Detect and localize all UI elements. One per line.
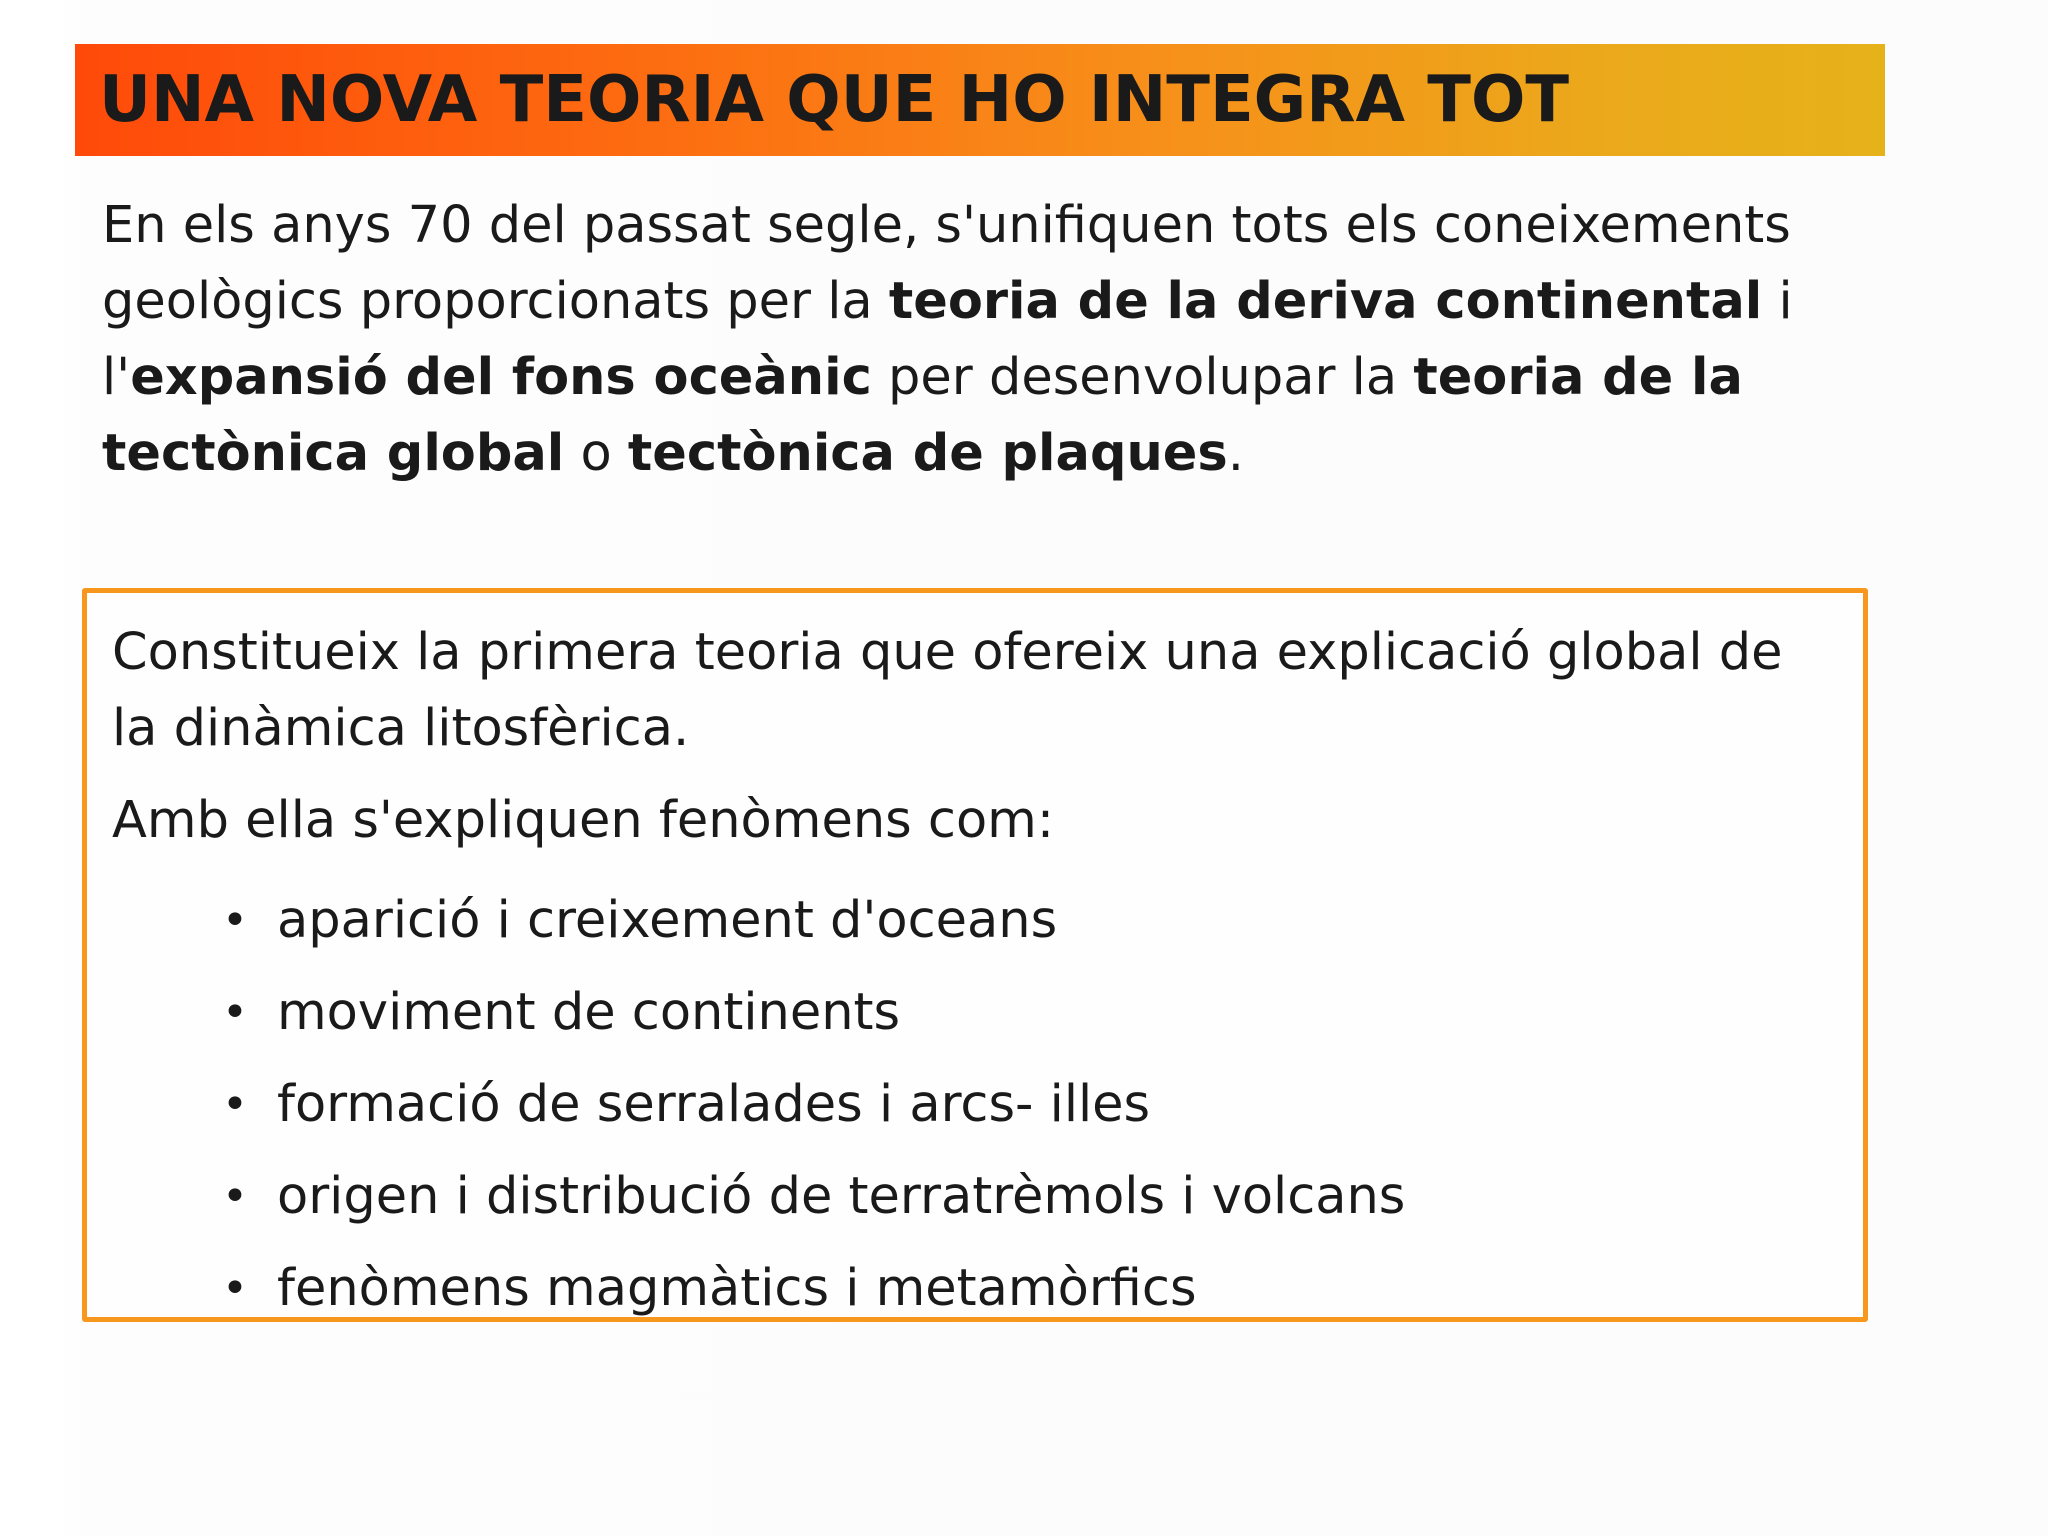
bullet-icon: • xyxy=(222,1171,248,1222)
bullet-icon: • xyxy=(222,895,248,946)
bullet-icon: • xyxy=(222,987,248,1038)
list-item-text: formació de serralades i arcs- illes xyxy=(277,1075,1151,1134)
title-bar xyxy=(75,44,1885,156)
intro-bold-expansio: expansió del fons oceànic xyxy=(130,348,872,407)
list-item-text: fenòmens magmàtics i metamòrfics xyxy=(277,1259,1197,1318)
box-paragraph-1: Constitueix la primera teoria que ofereix una explicació global de la dinàmica litosfèrica. xyxy=(112,623,1783,758)
intro-paragraph xyxy=(102,188,1862,492)
bullet-icon: • xyxy=(222,1263,248,1314)
intro-text-1: En els anys 70 del passat segle, s'unifiquen tots els coneixements geològics proporcionats per la xyxy=(102,196,1791,331)
slide-title: UNA NOVA TEORIA QUE HO INTEGRA TOT xyxy=(99,63,1569,137)
intro-text-3: per desenvolupar la xyxy=(871,348,1414,407)
highlight-box xyxy=(82,588,1868,1322)
intro-bold-tectonica-global: teoria de la tectònica global xyxy=(102,348,1743,483)
list-item-text: origen i distribució de terratrèmols i volcans xyxy=(277,1167,1406,1226)
intro-text-2: i l' xyxy=(102,272,1793,407)
intro-text-4: o xyxy=(564,424,628,483)
intro-bold-deriva: teoria de la deriva continental xyxy=(888,272,1763,331)
box-paragraph-2: Amb ella s'expliquen fenòmens com: xyxy=(112,791,1055,850)
intro-text-5: . xyxy=(1227,424,1244,483)
intro-bold-tectonica-plaques: tectònica de plaques xyxy=(627,424,1228,483)
list-item-text: moviment de continents xyxy=(277,983,901,1042)
bullet-icon: • xyxy=(222,1079,248,1130)
list-item-text: aparició i creixement d'oceans xyxy=(277,891,1058,950)
